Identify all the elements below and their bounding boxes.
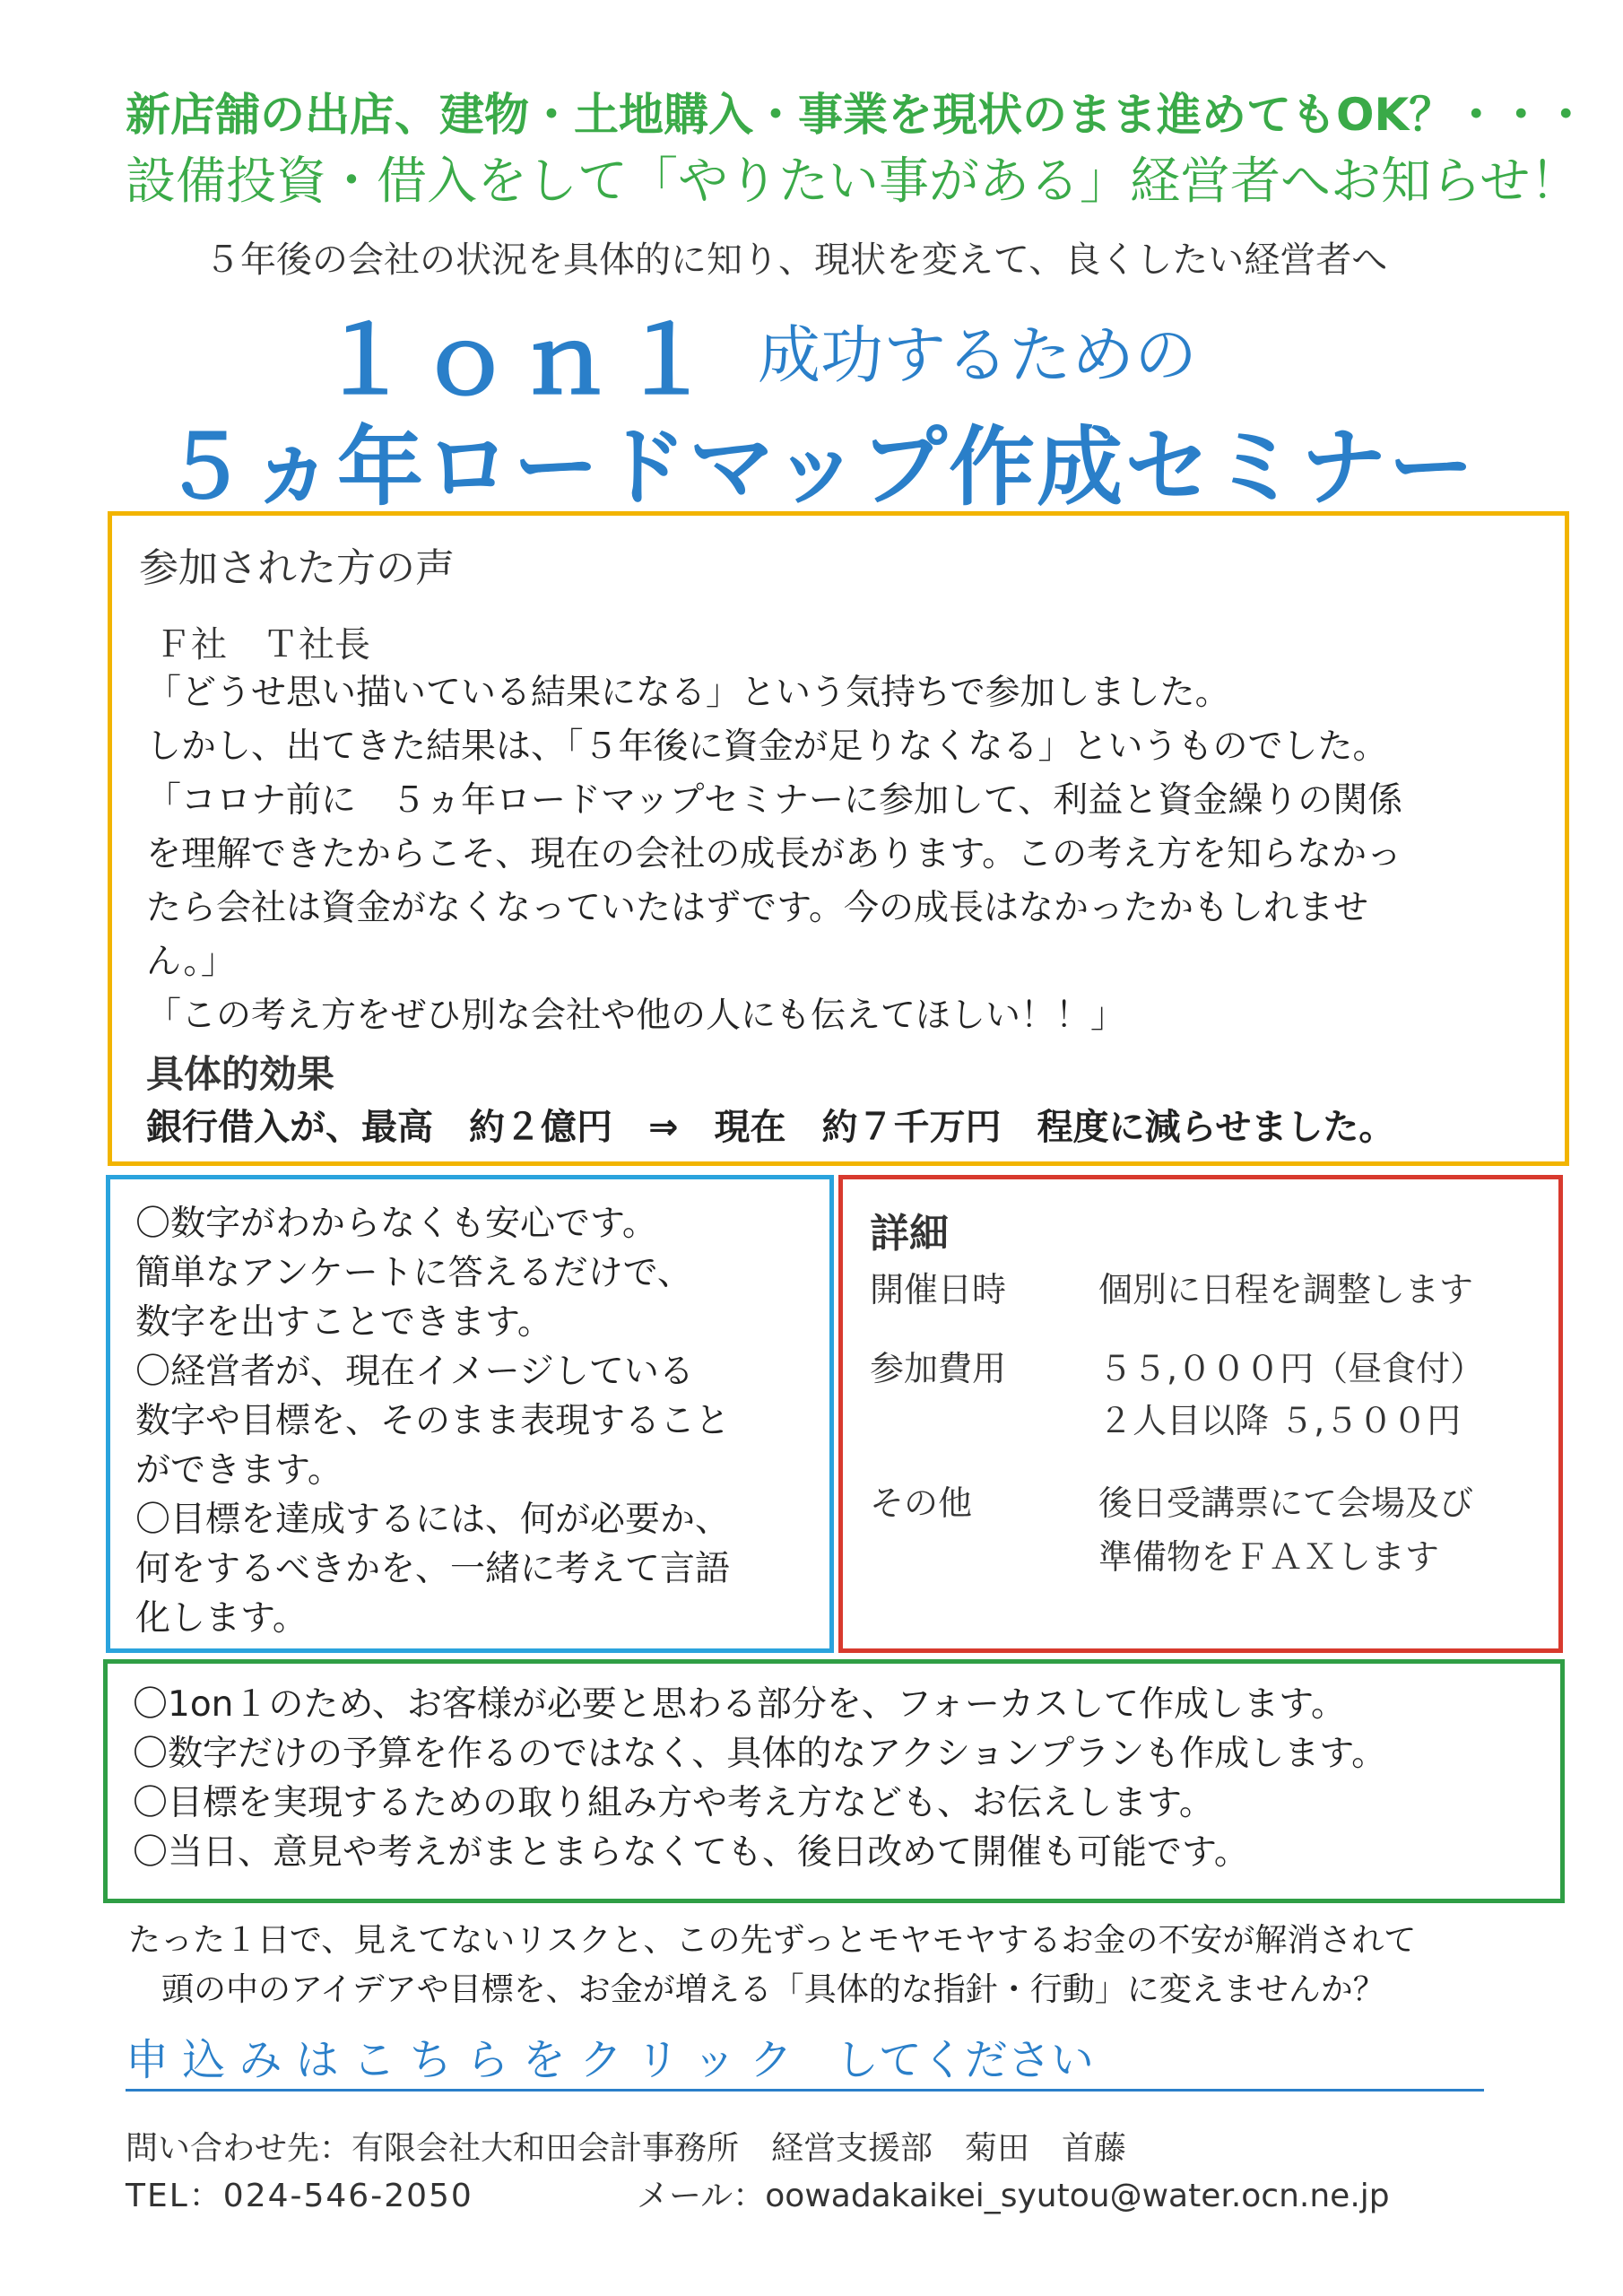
testimonial-person: Ｆ社 Ｔ社長 xyxy=(155,624,370,665)
testimonial-line: たら会社は資金がなくなっていたはずです。今の成長はなかったかもしれませ xyxy=(146,888,1369,928)
feature-line: 〇数字がわからなくも安心です。 xyxy=(135,1204,657,1244)
other-value-2: 準備物をＦＡＸします xyxy=(1098,1537,1440,1577)
fee-label: 参加費用 xyxy=(870,1349,1007,1388)
other-label: その他 xyxy=(870,1483,973,1523)
point-line: 〇当日、意見や考えがまとまらなくても、後日改めて開催も可能です。 xyxy=(133,1832,1249,1873)
point-line: 〇数字だけの予算を作るのではなく、具体的なアクションプランも作成します。 xyxy=(133,1734,1387,1774)
features-text xyxy=(135,1199,730,1643)
points-box xyxy=(103,1659,1565,1903)
features-box xyxy=(106,1175,834,1653)
other-value: 後日受講票にて会場及び xyxy=(1098,1483,1474,1523)
effect-text: 銀行借入が、最高 約２億円 ⇒ 現在 約７千万円 程度に減らせました。 xyxy=(146,1107,1395,1148)
header-line-1: 新店舗の出店、建物・土地購入・事業を現状のまま進めてもOK？・・・ xyxy=(126,89,1589,141)
fee-value-additional: ２人目以降 ５,５００円 xyxy=(1098,1401,1462,1440)
feature-line: 簡単なアンケートに答えるだけで、 xyxy=(135,1253,692,1293)
date-value: 個別に日程を調整します xyxy=(1098,1270,1474,1309)
header-subtitle: ５年後の会社の状況を具体的に知り、現状を変えて、良くしたい経営者へ xyxy=(204,239,1388,281)
feature-line: 数字や目標を、そのまま表現すること xyxy=(135,1401,731,1441)
title-1on1: １ｏｎ１ xyxy=(318,306,721,415)
title-success: 成功するための xyxy=(758,318,1197,392)
feature-line: 何をするべきかを、一緒に考えて言語 xyxy=(135,1549,731,1589)
feature-line: 〇経営者が、現在イメージしている xyxy=(135,1352,694,1392)
feature-line: ができます。 xyxy=(135,1450,343,1491)
contact-mail: メール：oowadakaikei_syutou@water.ocn.ne.jp xyxy=(637,2178,1390,2214)
testimonial-line: しかし、出てきた結果は、「５年後に資金が足りなくなる」というものでした。 xyxy=(146,726,1388,767)
contact-tel: TEL：024-546-2050 xyxy=(126,2178,473,2214)
feature-line: 数字を出すことできます。 xyxy=(135,1302,552,1343)
testimonial-line: 「この考え方をぜひ別な会社や他の人にも伝えてほしい！！」 xyxy=(146,996,1126,1036)
testimonial-line: ん。」 xyxy=(146,942,236,982)
testimonial-line: 「コロナ前に ５ヵ年ロードマップセミナーに参加して、利益と資金繰りの関係 xyxy=(146,780,1403,821)
point-line: 〇目標を実現するための取り組み方や考え方なども、お伝えします。 xyxy=(133,1783,1214,1823)
closing-line-2: 頭の中のアイデアや目標を、お金が増える「具体的な指針・行動」に変えませんか？ xyxy=(161,1971,1385,2008)
testimonial-heading: 参加された方の声 xyxy=(139,545,455,591)
feature-line: 化します。 xyxy=(135,1598,308,1639)
point-line: 〇1on１のため、お客様が必要と思わる部分を、フォーカスして作成します。 xyxy=(133,1684,1346,1725)
closing-line-1: たった１日で、見えてないリスクと、この先ずっとモヤモヤするお金の不安が解消されて xyxy=(128,1922,1417,1959)
apply-link[interactable]: 申 込 み は こ ち ら を ク リ ッ ク してください xyxy=(126,2025,1484,2092)
testimonial-line: を理解できたからこそ、現在の会社の成長があります。この考え方を知らなかっ xyxy=(146,834,1402,874)
page-title: ５ヵ年ロードマップ作成セミナー xyxy=(161,417,1477,517)
details-box xyxy=(838,1175,1563,1653)
date-label: 開催日時 xyxy=(870,1270,1007,1309)
fee-value: ５５,０００円（昼食付） xyxy=(1098,1349,1485,1388)
details-heading: 詳細 xyxy=(870,1211,949,1257)
points-text xyxy=(133,1680,1386,1877)
feature-line: 〇目標を達成するには、何が必要か、 xyxy=(135,1500,731,1540)
effect-heading: 具体的効果 xyxy=(146,1052,335,1096)
testimonial-box xyxy=(108,511,1569,1166)
header-line-2: 設備投資・借入をして「やりたい事がある」経営者へお知らせ！ xyxy=(126,152,1581,211)
contact-line: 問い合わせ先：有限会社大和田会計事務所 経営支援部 菊田 首藤 xyxy=(126,2130,1127,2167)
testimonial-text xyxy=(146,666,1402,1043)
testimonial-line: 「どうせ思い描いている結果になる」という気持ちで参加しました。 xyxy=(146,673,1230,713)
